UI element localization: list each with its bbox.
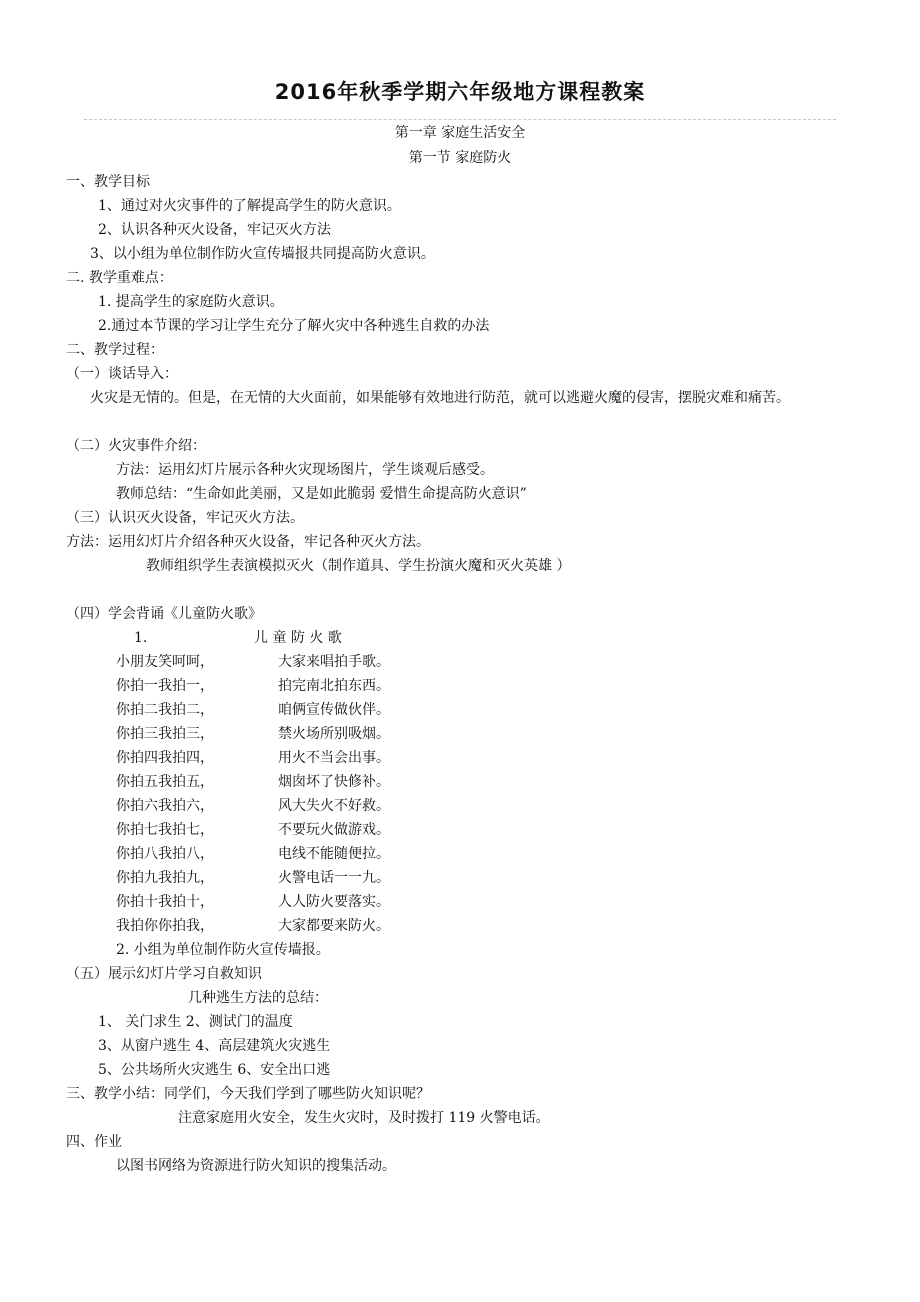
chapter-heading: 第一章 家庭生活安全 (394, 125, 526, 141)
song-number: 1. (134, 630, 148, 646)
escape-method-line: 5、公共场所火灾逃生 6、安全出口逃 (98, 1062, 331, 1078)
verse-left: 你拍六我拍六， (116, 798, 214, 814)
process-heading: 二、教学过程： (66, 342, 164, 358)
song-title: 儿 童 防 火 歌 (254, 630, 342, 646)
verse-right: 烟囱坏了快修补。 (278, 774, 390, 790)
verse-left: 你拍十我拍十， (116, 894, 214, 910)
verse-left: 我拍你你拍我， (116, 918, 214, 934)
summary-heading: 三、教学小结：同学们，今天我们学到了哪些防火知识呢？ (66, 1086, 430, 1102)
verse-right: 电线不能随便拉。 (278, 846, 390, 862)
verse-left: 你拍七我拍七， (116, 822, 214, 838)
verse-left: 你拍八我拍八， (116, 846, 214, 862)
section-heading: 第一节 家庭防火 (408, 150, 512, 166)
part1-text: 火灾是无情的。但是，在无情的大火面前，如果能够有效地进行防范，就可以逃避火魔的侵害，摆脱灾难和痛苦。 (90, 390, 790, 406)
goal-item: 1、通过对火灾事件的了解提高学生的防火意识。 (98, 198, 401, 214)
verse-right: 火警电话一一九。 (278, 870, 390, 886)
part4-heading: （四）学会背诵《儿童防火歌》 (66, 606, 262, 622)
goals-heading: 一、教学目标 (66, 174, 150, 190)
part2-method: 方法：运用幻灯片展示各种火灾现场图片，学生谈观后感受。 (116, 462, 494, 478)
page-title: 2016年秋季学期六年级地方课程教案 (274, 80, 646, 104)
verse-right: 用火不当会出事。 (278, 750, 390, 766)
goal-item: 3、以小组为单位制作防火宣传墙报共同提高防火意识。 (90, 246, 435, 262)
verse-left: 你拍四我拍四， (116, 750, 214, 766)
verse-left: 小朋友笑呵呵， (116, 654, 214, 670)
verse-right: 大家都要来防火。 (278, 918, 390, 934)
key-point-item: 1. 提高学生的家庭防火意识。 (98, 294, 284, 310)
key-point-item: 2.通过本节课的学习让学生充分了解火灾中各种逃生自救的办法 (98, 318, 490, 334)
part2-summary: 教师总结：“生命如此美丽，又是如此脆弱 爱惜生命提高防火意识” (116, 486, 527, 502)
part1-heading: （一）谈话导入： (66, 366, 178, 382)
homework-text: 以图书网络为资源进行防火知识的搜集活动。 (116, 1158, 396, 1174)
verse-left: 你拍二我拍二， (116, 702, 214, 718)
verse-right: 大家来唱拍手歌。 (278, 654, 390, 670)
part3-heading: （三）认识灭火设备，牢记灭火方法。 (66, 510, 304, 526)
part4-item2: 2. 小组为单位制作防火宣传墙报。 (116, 942, 330, 958)
verse-left: 你拍三我拍三， (116, 726, 214, 742)
part3-activity: 教师组织学生表演模拟灭火（制作道具、学生扮演火魔和灭火英雄 ） (146, 558, 571, 574)
verse-left: 你拍五我拍五， (116, 774, 214, 790)
verse-right: 不要玩火做游戏。 (278, 822, 390, 838)
part2-heading: （二）火灾事件介绍： (66, 438, 206, 454)
part3-method: 方法：运用幻灯片介绍各种灭火设备，牢记各种灭火方法。 (66, 534, 430, 550)
goal-item: 2、认识各种灭火设备，牢记灭火方法 (98, 222, 331, 238)
escape-summary-title: 几种逃生方法的总结： (188, 990, 328, 1006)
verse-left: 你拍九我拍九， (116, 870, 214, 886)
verse-right: 禁火场所别吸烟。 (278, 726, 390, 742)
verse-right: 拍完南北拍东西。 (278, 678, 390, 694)
verse-right: 人人防火要落实。 (278, 894, 390, 910)
escape-method-line: 1、 关门求生 2、测试门的温度 (98, 1014, 293, 1030)
escape-method-line: 3、从窗户逃生 4、高层建筑火灾逃生 (98, 1038, 331, 1054)
verse-right: 咱俩宣传做伙伴。 (278, 702, 390, 718)
homework-heading: 四、作业 (66, 1134, 122, 1150)
verse-left: 你拍一我拍一， (116, 678, 214, 694)
key-points-heading: 二. 教学重难点： (66, 270, 173, 286)
part5-heading: （五）展示幻灯片学习自救知识 (66, 966, 262, 982)
title-divider (84, 119, 836, 120)
summary-text: 注意家庭用火安全，发生火灾时，及时拨打 119 火警电话。 (178, 1110, 550, 1126)
verse-right: 风大失火不好救。 (278, 798, 390, 814)
